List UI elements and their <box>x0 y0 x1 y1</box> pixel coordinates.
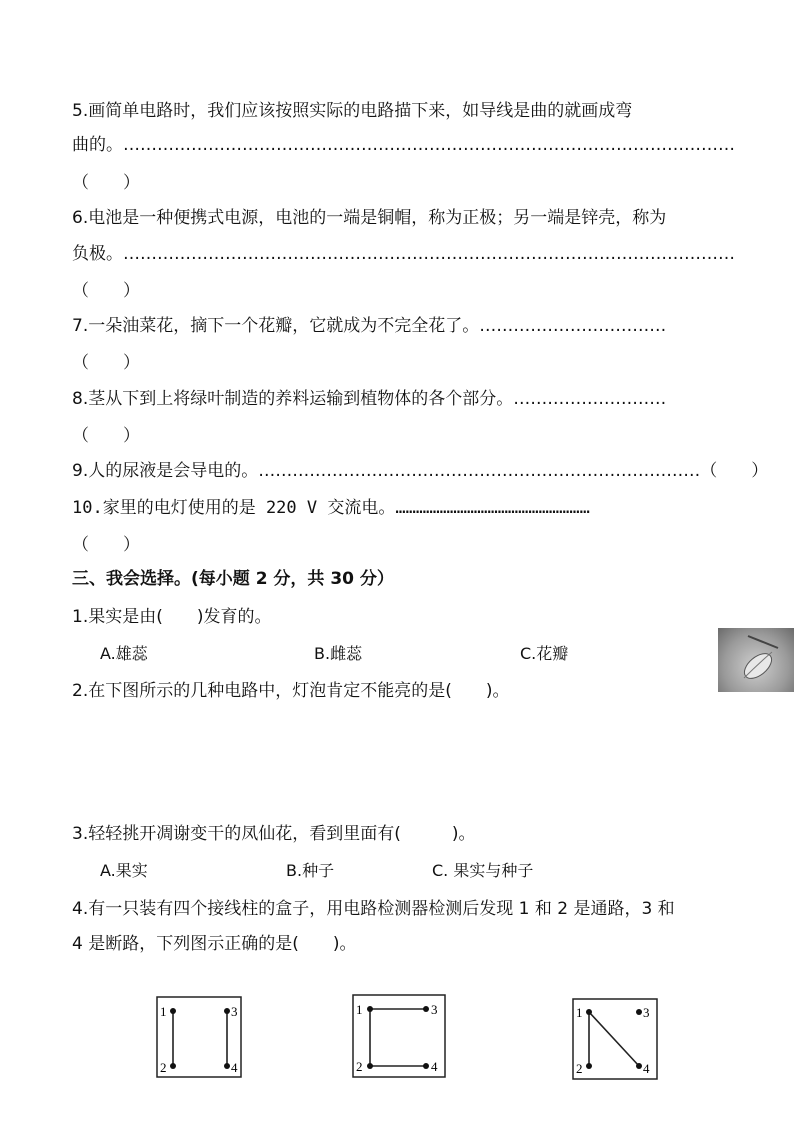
choice-q4-line1: 4.有一只装有四个接线柱的盒子，用电路检测器检测后发现 1 和 2 是通路，3 和 <box>72 899 675 919</box>
terminal-4-label: 4 <box>643 1061 650 1076</box>
q9-line1: 9.人的尿液是会导电的。……………………………………………………………………（ ） <box>72 461 769 481</box>
q8-answer-bracket[interactable]: （ ） <box>72 426 140 446</box>
terminal-box-diagram-c[interactable] <box>572 998 658 1080</box>
q5-line2: 曲的。……………………………………………………………………………………………… <box>72 135 735 155</box>
q7-line1: 7.一朵油菜花，摘下一个花瓣，它就成为不完全花了。…………………………… <box>72 316 667 336</box>
q3-option-b[interactable]: B.种子 <box>286 861 335 880</box>
terminal-1-label: 1 <box>356 1002 363 1017</box>
terminal-box-diagram-a[interactable] <box>156 996 242 1078</box>
q5-answer-bracket[interactable]: （ ） <box>72 173 140 193</box>
terminal-4-label: 4 <box>231 1060 238 1075</box>
seed-pod-photo <box>718 628 794 692</box>
q3-option-c[interactable]: C. 果实与种子 <box>432 861 534 880</box>
q10-line1: 10.家里的电灯使用的是 220 V 交流电。………………………………………………… <box>72 498 590 518</box>
choice-q2: 2.在下图所示的几种电路中，灯泡肯定不能亮的是( )。 <box>72 681 510 701</box>
choice-q3: 3.轻轻挑开凋谢变干的凤仙花，看到里面有( )。 <box>72 824 476 844</box>
q6-line2: 负极。……………………………………………………………………………………………… <box>72 244 735 264</box>
q6-line1: 6.电池是一种便携式电源，电池的一端是铜帽，称为正极；另一端是锌壳，称为 <box>72 208 667 228</box>
q3-option-a[interactable]: A.果实 <box>100 861 148 880</box>
q6-answer-bracket[interactable]: （ ） <box>72 281 140 301</box>
q1-option-a[interactable]: A.雄蕊 <box>100 644 148 663</box>
choice-q4-line2: 4 是断路，下列图示正确的是( )。 <box>72 934 357 954</box>
terminal-3-label: 3 <box>431 1002 438 1017</box>
terminal-3-label: 3 <box>231 1004 238 1019</box>
terminal-2-label: 2 <box>160 1060 167 1075</box>
q10-answer-bracket[interactable]: （ ） <box>72 535 140 555</box>
q1-option-b[interactable]: B.雌蕊 <box>314 644 363 663</box>
choice-q1: 1.果实是由( )发育的。 <box>72 607 272 627</box>
terminal-box-diagram-b[interactable] <box>352 994 446 1078</box>
section3-title: 三、我会选择。(每小题 2 分，共 30 分） <box>72 569 394 589</box>
terminal-1-label: 1 <box>576 1005 583 1020</box>
q7-answer-bracket[interactable]: （ ） <box>72 353 140 373</box>
q1-option-c[interactable]: C.花瓣 <box>520 644 569 663</box>
terminal-3-label: 3 <box>643 1005 650 1020</box>
terminal-4-label: 4 <box>431 1059 438 1074</box>
terminal-2-label: 2 <box>576 1061 583 1076</box>
terminal-1-label: 1 <box>160 1004 167 1019</box>
q8-line1: 8.茎从下到上将绿叶制造的养料运输到植物体的各个部分。……………………… <box>72 389 667 409</box>
terminal-2-label: 2 <box>356 1059 363 1074</box>
q5-line1: 5.画简单电路时，我们应该按照实际的电路描下来，如导线是曲的就画成弯 <box>72 101 633 121</box>
